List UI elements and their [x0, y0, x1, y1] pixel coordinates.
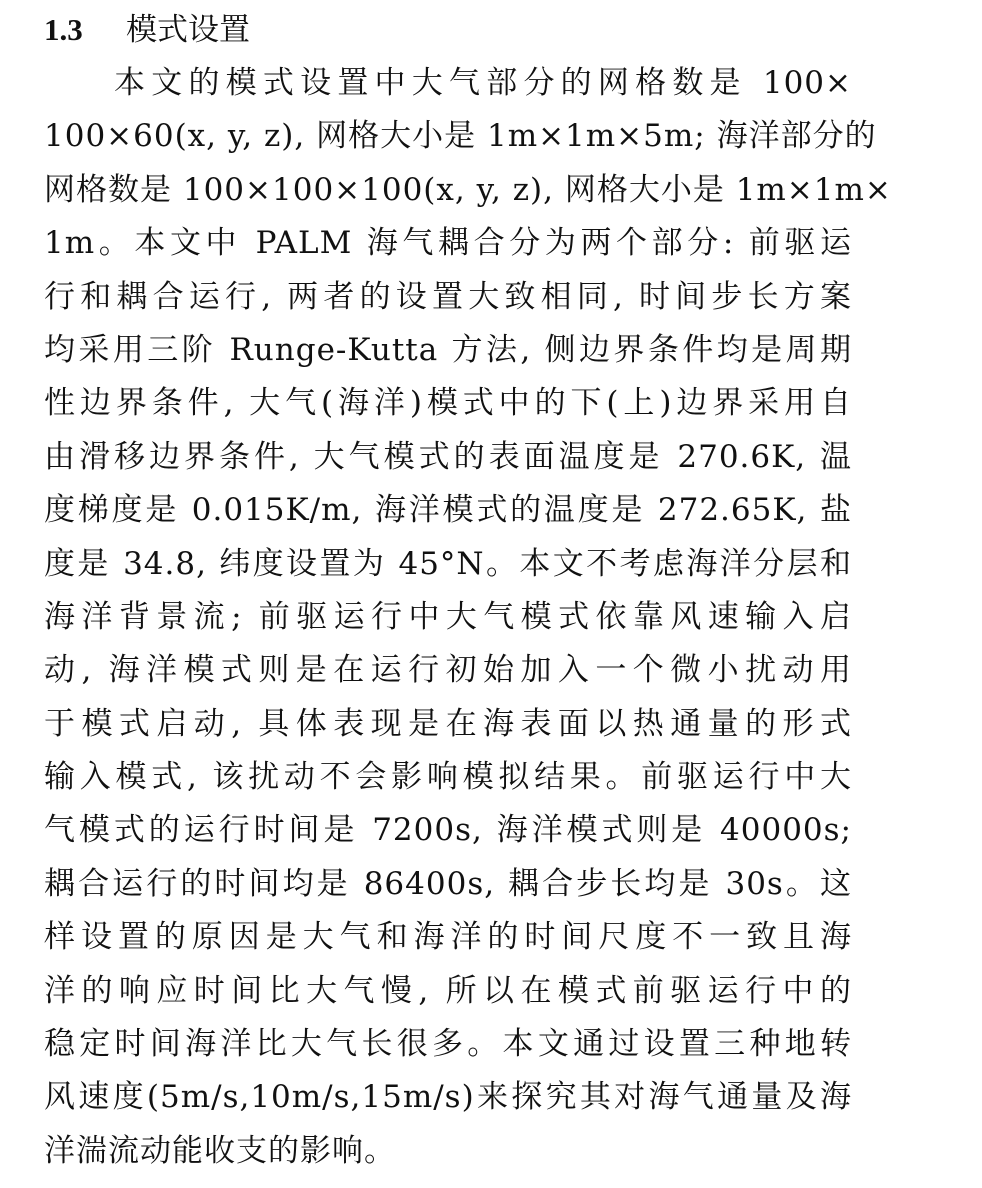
paragraph-line: 输入模式, 该扰动不会影响模拟结果。前驱运行中大 [44, 759, 852, 796]
paragraph-line: 海洋背景流; 前驱运行中大气模式依靠风速输入启 [44, 598, 852, 635]
body-paragraph [44, 57, 892, 1178]
paragraph-line: 由滑移边界条件, 大气模式的表面温度是 270.6K, 温 [44, 438, 852, 475]
paragraph-line: 洋的响应时间比大气慢, 所以在模式前驱运行中的 [44, 972, 852, 1009]
paragraph-line: 度梯度是 0.015K/m, 海洋模式的温度是 272.65K, 盐 [44, 492, 852, 529]
paragraph-line: 耦合运行的时间均是 86400s, 耦合步长均是 30s。这 [44, 865, 852, 902]
section-heading [44, 6, 250, 54]
section-number: 1.3 [44, 12, 83, 47]
paragraph-line: 风速度(5m/s,10m/s,15m/s)来探究其对海气通量及海 [44, 1079, 852, 1116]
paragraph-line: 度是 34.8, 纬度设置为 45°N。本文不考虑海洋分层和 [44, 545, 852, 582]
paragraph-line: 1m。本文中 PALM 海气耦合分为两个部分: 前驱运 [44, 225, 852, 262]
paragraph-line: 稳定时间海洋比大气长很多。本文通过设置三种地转 [44, 1026, 852, 1063]
paragraph-line: 性边界条件, 大气(海洋)模式中的下(上)边界采用自 [44, 385, 852, 422]
paragraph-line: 气模式的运行时间是 7200s, 海洋模式则是 40000s; [44, 812, 852, 849]
paragraph-line: 均采用三阶 Runge-Kutta 方法, 侧边界条件均是周期 [44, 331, 852, 368]
paragraph-line: 网格数是 100×100×100(x, y, z), 网格大小是 1m×1m× [44, 171, 892, 208]
paragraph-line: 洋湍流动能收支的影响。 [44, 1132, 396, 1169]
paragraph-line: 动, 海洋模式则是在运行初始加入一个微小扰动用 [44, 652, 852, 689]
paragraph-line: 样设置的原因是大气和海洋的时间尺度不一致且海 [44, 919, 852, 956]
paragraph-line: 行和耦合运行, 两者的设置大致相同, 时间步长方案 [44, 278, 852, 315]
paragraph-line: 于模式启动, 具体表现是在海表面以热通量的形式 [44, 705, 852, 742]
paragraph-line: 100×60(x, y, z), 网格大小是 1m×1m×5m; 海洋部分的 [44, 118, 877, 155]
section-title: 模式设置 [126, 12, 250, 48]
document-page [44, 0, 892, 1188]
paragraph-line: 本文的模式设置中大气部分的网格数是 100× [114, 65, 852, 101]
